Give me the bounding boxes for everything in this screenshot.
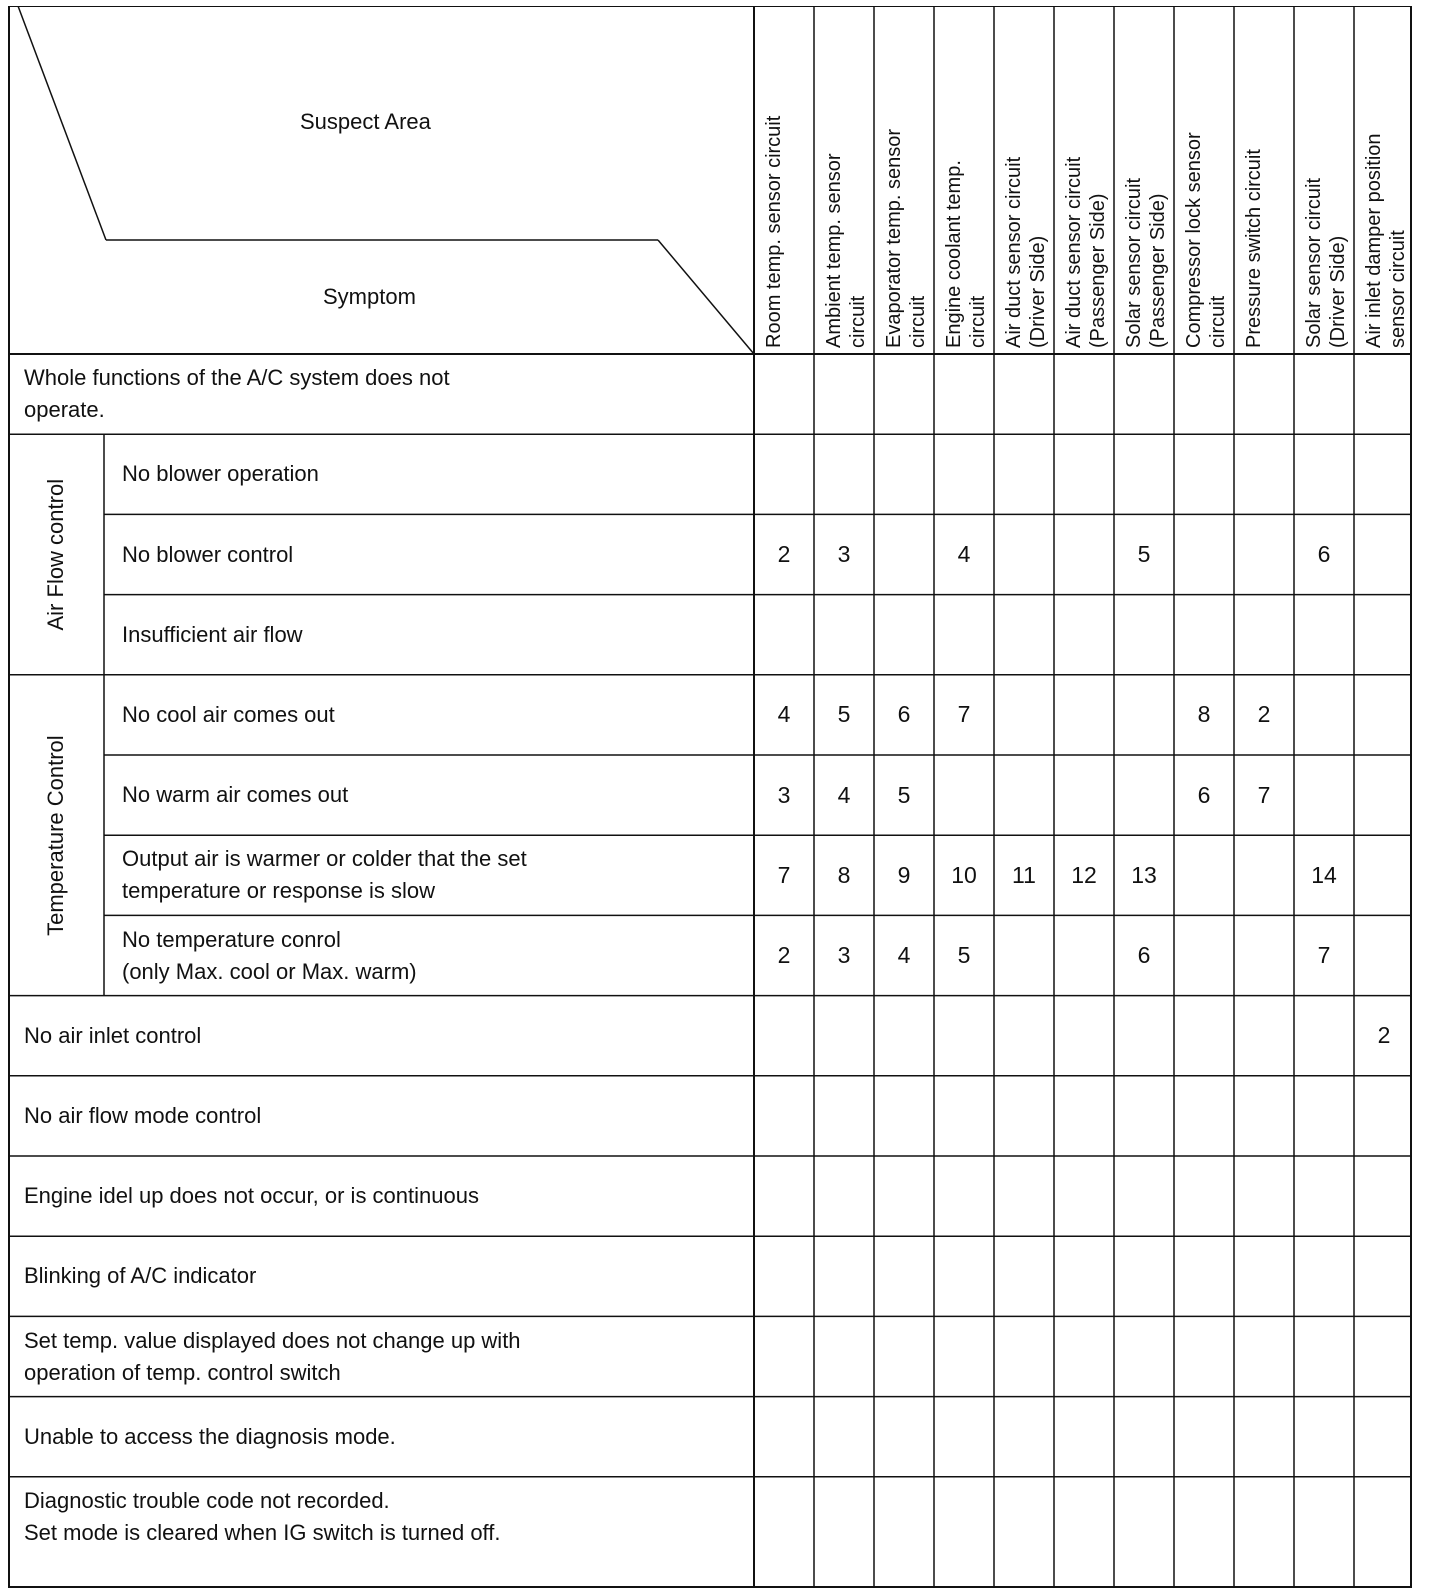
priority-value: 2	[777, 540, 791, 567]
priority-value: 7	[957, 701, 971, 728]
suspect-area-header: Suspect Area	[300, 109, 431, 134]
group-label: Temperature Control	[43, 734, 68, 936]
column-header: Pressure switch circuit	[1243, 149, 1265, 348]
symptom-cell: No air flow mode control	[24, 1102, 262, 1128]
column-header: Room temp. sensor circuit	[763, 115, 785, 348]
symptom-cell: Unable to access the diagnosis mode.	[24, 1423, 396, 1449]
priority-value: 13	[1131, 861, 1157, 888]
column-header: Air inlet damper position sensor circuit	[1363, 133, 1409, 348]
column-header: Solar sensor circuit (Passenger Side)	[1123, 177, 1169, 348]
symptom-cell: No warm air comes out	[122, 782, 349, 808]
symptom-cell: Set temp. value displayed does not change up with operation of temp. control switch	[24, 1327, 521, 1385]
symptom-cell: No air inlet control	[24, 1022, 202, 1048]
symptom-cell: No temperature conrol (only Max. cool or Max. warm)	[122, 926, 417, 984]
column-header: Evaporator temp. sensor circuit	[883, 129, 929, 348]
priority-value: 4	[957, 540, 971, 567]
priority-value: 2	[1377, 1022, 1391, 1049]
column-header: Solar sensor circuit (Driver Side)	[1303, 177, 1349, 348]
column-header: Air duct sensor circuit (Driver Side)	[1003, 156, 1049, 348]
priority-value: 11	[1012, 861, 1036, 888]
column-header: Ambient temp. sensor circuit	[823, 153, 869, 348]
symptom-cell: No blower control	[122, 541, 294, 567]
priority-value: 2	[1257, 701, 1271, 728]
priority-value: 5	[1137, 540, 1151, 567]
symptom-cell: Whole functions of the A/C system does not operate.	[24, 365, 450, 423]
priority-value: 3	[837, 941, 851, 968]
priority-value: 3	[777, 781, 791, 808]
column-header: Air duct sensor circuit (Passenger Side)	[1063, 156, 1109, 348]
priority-value: 8	[1197, 701, 1211, 728]
column-header: Compressor lock sensor circuit	[1183, 132, 1229, 348]
priority-value: 5	[897, 781, 911, 808]
priority-value: 4	[837, 781, 851, 808]
symptom-cell: No blower operation	[122, 461, 319, 487]
priority-value: 6	[1197, 781, 1211, 808]
priority-value: 9	[897, 861, 911, 888]
troubleshooting-table	[8, 6, 1436, 1588]
priority-value: 12	[1071, 861, 1097, 888]
priority-value: 7	[1257, 781, 1271, 808]
symptom-header: Symptom	[323, 284, 416, 309]
symptom-cell: Insufficient air flow	[122, 621, 303, 647]
priority-value: 2	[777, 941, 791, 968]
priority-value: 7	[777, 861, 791, 888]
priority-value: 5	[957, 941, 971, 968]
priority-value: 8	[837, 861, 851, 888]
table-cells	[8, 6, 1436, 1588]
priority-value: 6	[1317, 540, 1331, 567]
symptom-cell: Output air is warmer or colder that the set temperature or response is slow	[122, 846, 527, 904]
priority-value: 3	[837, 540, 851, 567]
priority-value: 6	[1137, 941, 1151, 968]
group-label: Air Flow control	[43, 478, 68, 631]
symptom-cell: Blinking of A/C indicator	[24, 1263, 257, 1289]
priority-value: 5	[837, 701, 851, 728]
column-header: Engine coolant temp. circuit	[943, 160, 989, 348]
symptom-cell: No cool air comes out	[122, 701, 335, 727]
priority-value: 4	[777, 701, 791, 728]
priority-value: 6	[897, 701, 911, 728]
priority-value: 10	[951, 861, 977, 888]
symptom-cell: Diagnostic trouble code not recorded. Set mode is cleared when IG switch is turned off.	[24, 1487, 501, 1545]
priority-value: 4	[897, 941, 911, 968]
priority-value: 14	[1311, 861, 1337, 888]
priority-value: 7	[1317, 941, 1331, 968]
symptom-cell: Engine idel up does not occur, or is continuous	[24, 1183, 479, 1209]
